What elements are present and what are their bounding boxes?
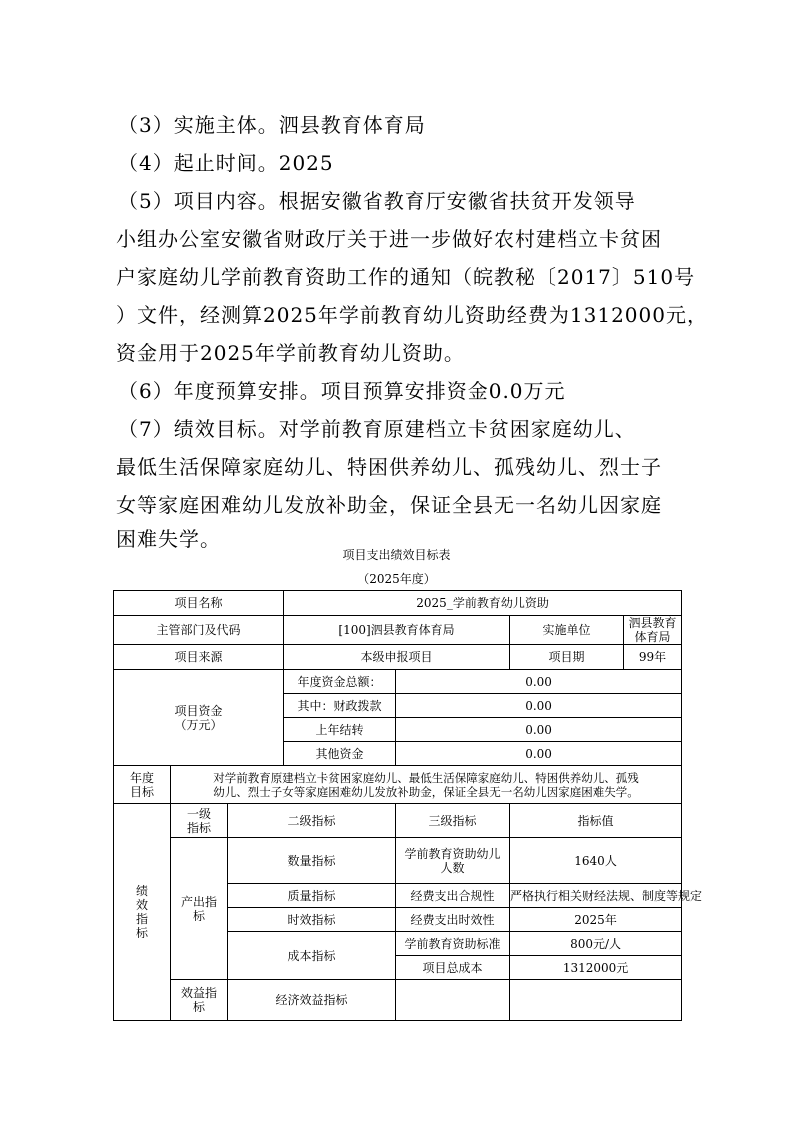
economic-benefit-item xyxy=(396,980,510,1021)
dept-label: 主管部门及代码 xyxy=(114,616,284,645)
hdr-level1 xyxy=(171,804,228,838)
goal-label-line-2: 目标 xyxy=(129,784,154,799)
time-value: 2025年 xyxy=(510,908,682,932)
unit-value: 泗县教育体育局 xyxy=(624,616,682,645)
goal-label-line-1: 年度 xyxy=(129,770,154,785)
goal-text-line-1: 对学前教育原建档立卡贫困家庭幼儿、最低生活保障家庭幼儿、特困供养幼儿、孤残 xyxy=(213,770,639,785)
goal-text xyxy=(171,766,682,804)
table-row xyxy=(114,591,682,616)
funds-total-value: 0.00 xyxy=(396,670,682,694)
quality-item: 经费支出合规性 xyxy=(396,884,510,908)
funds-fiscal-label: 其中：财政拨款 xyxy=(284,694,396,718)
cost-item-total: 项目总成本 xyxy=(396,956,510,980)
para-line-8: （6）年度预算安排。项目预算安排资金0.0万元 xyxy=(118,379,566,403)
source-value: 本级申报项目 xyxy=(284,645,510,670)
para-line-1: （3）实施主体。泗县教育体育局 xyxy=(118,113,426,137)
time-item: 经费支出时效性 xyxy=(396,908,510,932)
para-line-6: ）文件，经测算2025年学前教育幼儿资助经费为1312000元， xyxy=(116,303,708,327)
economic-benefit-value xyxy=(510,980,682,1021)
table-row xyxy=(114,980,682,1021)
para-line-10: 最低生活保障家庭幼儿、特困供养幼儿、孤残幼儿、烈士子 xyxy=(116,455,662,479)
table-row xyxy=(114,766,682,804)
output-indicator xyxy=(171,838,228,980)
funds-carry-value: 0.00 xyxy=(396,718,682,742)
table-row xyxy=(114,645,682,670)
para-line-4: 小组办公室安徽省财政厅关于进一步做好农村建档立卡贫困 xyxy=(116,227,662,251)
goal-label xyxy=(114,766,171,804)
funds-carry-label: 上年结转 xyxy=(284,718,396,742)
cost-indicator: 成本指标 xyxy=(228,932,396,980)
table-row xyxy=(114,616,682,645)
funds-label xyxy=(114,670,284,766)
project-name-label: 项目名称 xyxy=(114,591,284,616)
cost-value-total: 1312000元 xyxy=(510,956,682,980)
table-row xyxy=(114,838,682,884)
para-line-2: （4）起止时间。2025 xyxy=(118,151,334,175)
benefit-line-1: 效益指 xyxy=(180,986,217,1000)
quality-indicator: 质量指标 xyxy=(228,884,396,908)
benefit-line-2: 标 xyxy=(192,1000,205,1014)
para-line-9: （7）绩效目标。对学前教育原建档立卡贫困家庭幼儿、 xyxy=(118,417,636,441)
dept-value: [100]泗县教育体育局 xyxy=(284,616,510,645)
perf-label-char: 指 xyxy=(135,912,148,926)
table-row xyxy=(114,804,682,838)
perf-label-char: 标 xyxy=(135,926,148,940)
period-label: 项目期 xyxy=(510,645,624,670)
quality-value: 严格执行相关财经法规、制度等规定 xyxy=(510,884,682,908)
hdr-value: 指标值 xyxy=(510,804,682,838)
funds-other-label: 其他资金 xyxy=(284,742,396,766)
quantity-indicator: 数量指标 xyxy=(228,838,396,884)
funds-total-label: 年度资金总额： xyxy=(284,670,396,694)
para-line-5: 户家庭幼儿学前教育资助工作的通知（皖教秘〔2017〕510号 xyxy=(116,265,696,289)
table-row xyxy=(114,670,682,694)
para-line-12: 困难失学。 xyxy=(116,527,221,551)
quantity-item xyxy=(396,838,510,884)
para-line-11: 女等家庭困难幼儿发放补助金，保证全县无一名幼儿因家庭 xyxy=(116,493,662,517)
table-title: 项目支出绩效目标表 xyxy=(342,548,451,562)
quantity-item-line-1: 学前教育资助幼儿 xyxy=(404,846,501,861)
cost-item-standard: 学前教育资助标准 xyxy=(396,932,510,956)
cost-value-standard: 800元/人 xyxy=(510,932,682,956)
perf-label-char: 效 xyxy=(135,898,148,912)
perf-label-char: 绩 xyxy=(135,884,148,898)
para-line-7: 资金用于2025年学前教育幼儿资助。 xyxy=(116,341,465,365)
goal-text-line-2: 幼儿、烈士子女等家庭困难幼儿发放补助金，保证全县无一名幼儿因家庭困难失学。 xyxy=(213,784,639,799)
para-line-3: （5）项目内容。根据安徽省教育厅安徽省扶贫开发领导 xyxy=(118,189,636,213)
quantity-value: 1640人 xyxy=(510,838,682,884)
project-name-value: 2025_学前教育幼儿资助 xyxy=(284,591,682,616)
benefit-indicator xyxy=(171,980,228,1021)
funds-label-line-2: （万元） xyxy=(174,717,223,732)
quantity-item-line-2: 人数 xyxy=(440,860,465,875)
output-line-1: 产出指 xyxy=(180,894,217,909)
performance-table xyxy=(113,590,703,1021)
hdr-level1-line-2: 指标 xyxy=(186,820,211,835)
output-line-2: 标 xyxy=(192,908,205,923)
perf-indicator-label xyxy=(114,804,171,1021)
hdr-level3: 三级指标 xyxy=(396,804,510,838)
funds-other-value: 0.00 xyxy=(396,742,682,766)
unit-label: 实施单位 xyxy=(510,616,624,645)
funds-fiscal-value: 0.00 xyxy=(396,694,682,718)
source-label: 项目来源 xyxy=(114,645,284,670)
hdr-level1-line-1: 一级 xyxy=(186,806,211,821)
economic-benefit-indicator: 经济效益指标 xyxy=(228,980,396,1021)
table-year: （2025年度） xyxy=(357,572,436,586)
hdr-level2: 二级指标 xyxy=(228,804,396,838)
time-indicator: 时效指标 xyxy=(228,908,396,932)
funds-label-line-1: 项目资金 xyxy=(174,703,223,718)
period-value: 99年 xyxy=(624,645,682,670)
